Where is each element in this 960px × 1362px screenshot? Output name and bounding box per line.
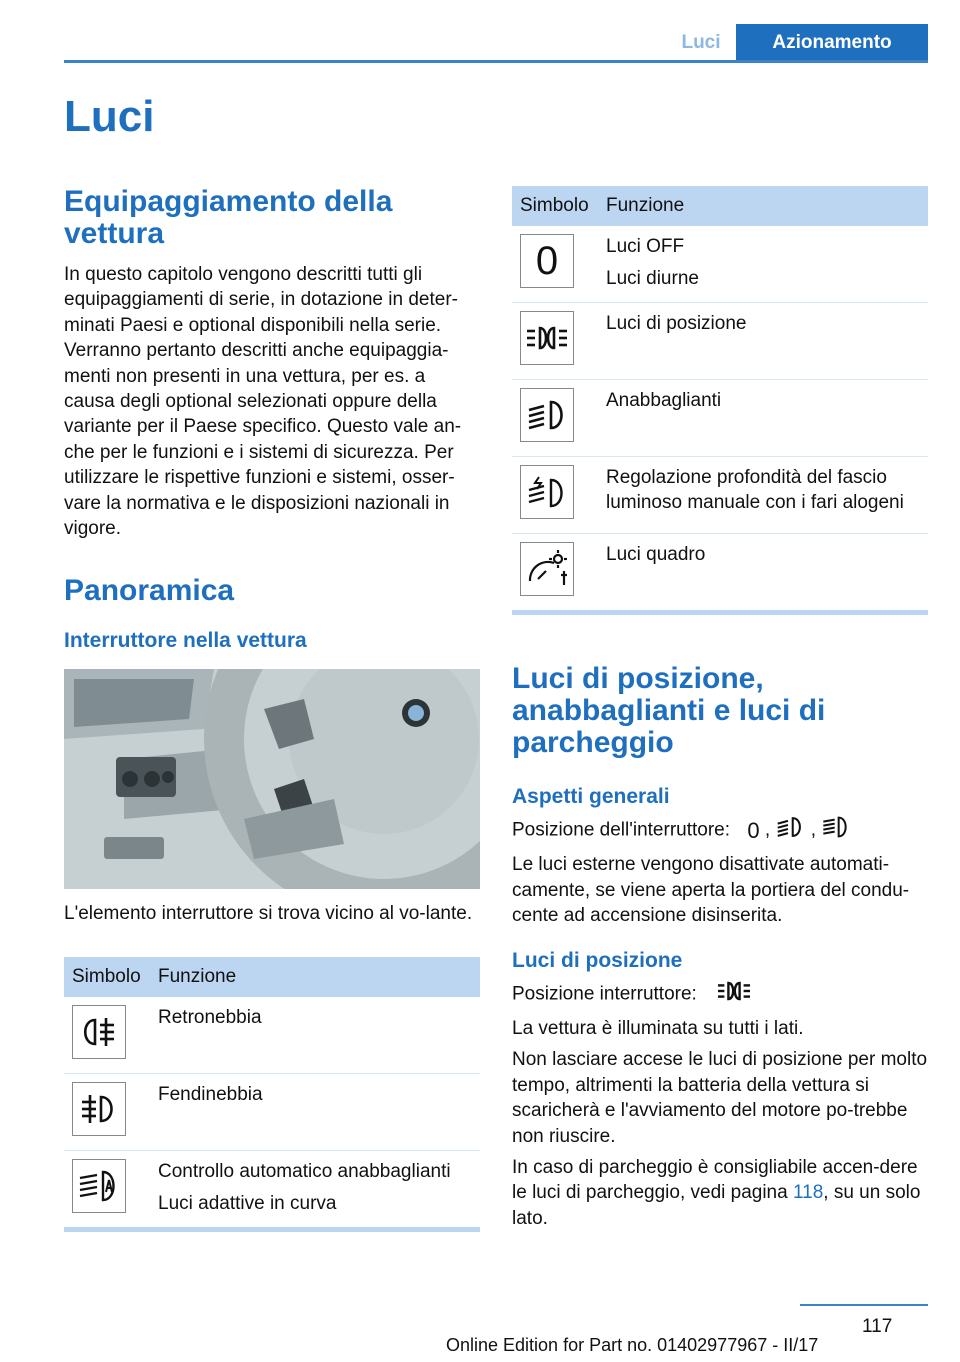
function-text: Regolazione profondità del fascio luminoso manuale con i fari alogeni (606, 467, 904, 513)
switch-caption: L'elemento interruttore si trova vicino al vo-lante. (64, 903, 473, 925)
table-row (64, 997, 480, 1074)
function-text: Luci diurne (606, 268, 699, 289)
parking-text-3-end: , su un solo lato. (512, 1182, 921, 1229)
automatic-high-beam-icon (821, 815, 851, 846)
function-text: Luci OFF (606, 236, 685, 257)
table-row (64, 1073, 480, 1150)
switch-position-line (512, 815, 928, 846)
page-link-118[interactable]: 118 (792, 1182, 824, 1204)
header-section-label: Luci (681, 32, 721, 53)
equipment-heading: Equipaggiamento della vettura (64, 185, 393, 250)
parking-switch-line (512, 979, 928, 1010)
left-symbol-table (64, 957, 480, 1227)
left-column (64, 186, 480, 1232)
parking-text-2: Non lasciare accese le luci di posizione per molto tempo, altrimenti la batteria della vettura si scaricherà e l'avviamento del motore po-trebbe non riuscire. (512, 1049, 928, 1147)
parking-lights-heading: Luci di posizione (512, 948, 683, 972)
table-bottom-rule (512, 610, 928, 615)
instrument-lighting-icon (520, 542, 574, 596)
switch-position-label: Posizione dell'interruttore: (512, 819, 731, 841)
table-row (512, 380, 928, 457)
automatic-high-beam-icon (72, 1159, 126, 1213)
general-text: Le luci esterne vengono disattivate automati-camente, se viene aperta la portiera del condu-cente ad accensione disinserita. (512, 854, 910, 927)
parking-text-1: La vettura è illuminata su tutti i lati. (512, 1018, 804, 1040)
page-title: Luci (64, 92, 155, 141)
dashboard-photo (64, 669, 480, 889)
header-chapter-tab: Azionamento (736, 24, 928, 62)
parking-text-3-start: In caso di parcheggio è consigliabile accen-dere le luci di parcheggio, vedi pagina (512, 1157, 918, 1204)
parking-light-icon (520, 311, 574, 365)
table-row (512, 457, 928, 534)
right-symbol-table (512, 186, 928, 610)
table-row (512, 534, 928, 611)
overview-heading: Panoramica (64, 574, 235, 608)
function-text: Controllo automatico anabbaglianti (158, 1160, 451, 1182)
function-text: Retronebbia (158, 1006, 262, 1028)
rear-fog-light-icon (72, 1005, 126, 1059)
zero-position-icon: 0 (747, 818, 760, 843)
separator: , (764, 819, 771, 841)
front-fog-light-icon (72, 1082, 126, 1136)
low-beam-icon (775, 815, 805, 846)
headlight-range-icon (520, 465, 574, 519)
function-text: Fendinebbia (158, 1083, 263, 1105)
parking-light-icon (710, 979, 758, 1010)
edition-note: Online Edition for Part no. 01402977967 - II/17 (446, 1335, 819, 1355)
page-number: 117 (862, 1316, 893, 1337)
separator: , (810, 819, 816, 841)
table-row (512, 226, 928, 303)
parking-switch-label: Posizione interruttore: (512, 983, 697, 1005)
column-header-function: Funzione (158, 957, 480, 997)
footer-rule (800, 1304, 928, 1306)
table-bottom-rule (64, 1227, 480, 1232)
dashboard-illustration (64, 669, 480, 889)
function-text: Luci di posizione (606, 313, 747, 334)
header-rule (64, 60, 928, 63)
function-text: Luci adattive in curva (158, 1192, 337, 1214)
general-heading: Aspetti generali (512, 785, 670, 808)
section-heading: Luci di posizione, anabbaglianti e luci di parcheggio (512, 662, 826, 759)
zero-symbol: 0 (535, 238, 559, 283)
column-header-function: Funzione (606, 186, 928, 226)
table-row (512, 303, 928, 380)
low-beam-icon (520, 388, 574, 442)
table-row (64, 1150, 480, 1227)
zero-position-icon (520, 234, 574, 288)
function-text: Anabbaglianti (606, 390, 722, 411)
parking-text-3 (512, 1155, 928, 1231)
switch-heading: Interruttore nella vettura (64, 629, 307, 653)
equipment-text: In questo capitolo vengono descritti tutti gli equipaggiamenti di serie, in dotazione in deter-minati Paesi e optional disponibili nella serie. Verranno pertanto descritti anche equipaggia-menti non presenti in una vettura, per es. a causa degli optional selezionati oppure della variante per il Paese specifico. Questo vale an-che per le funzioni e i sistemi di sicurezza. Per utilizzare le rispettive funzioni e sistemi, osser-vare la normativa e le disposizioni nazionali in vigore. (64, 264, 462, 540)
column-header-symbol: Simbolo (512, 186, 606, 226)
column-header-symbol: Simbolo (64, 957, 158, 997)
right-column (512, 186, 928, 1231)
function-text: Luci quadro (606, 544, 706, 565)
